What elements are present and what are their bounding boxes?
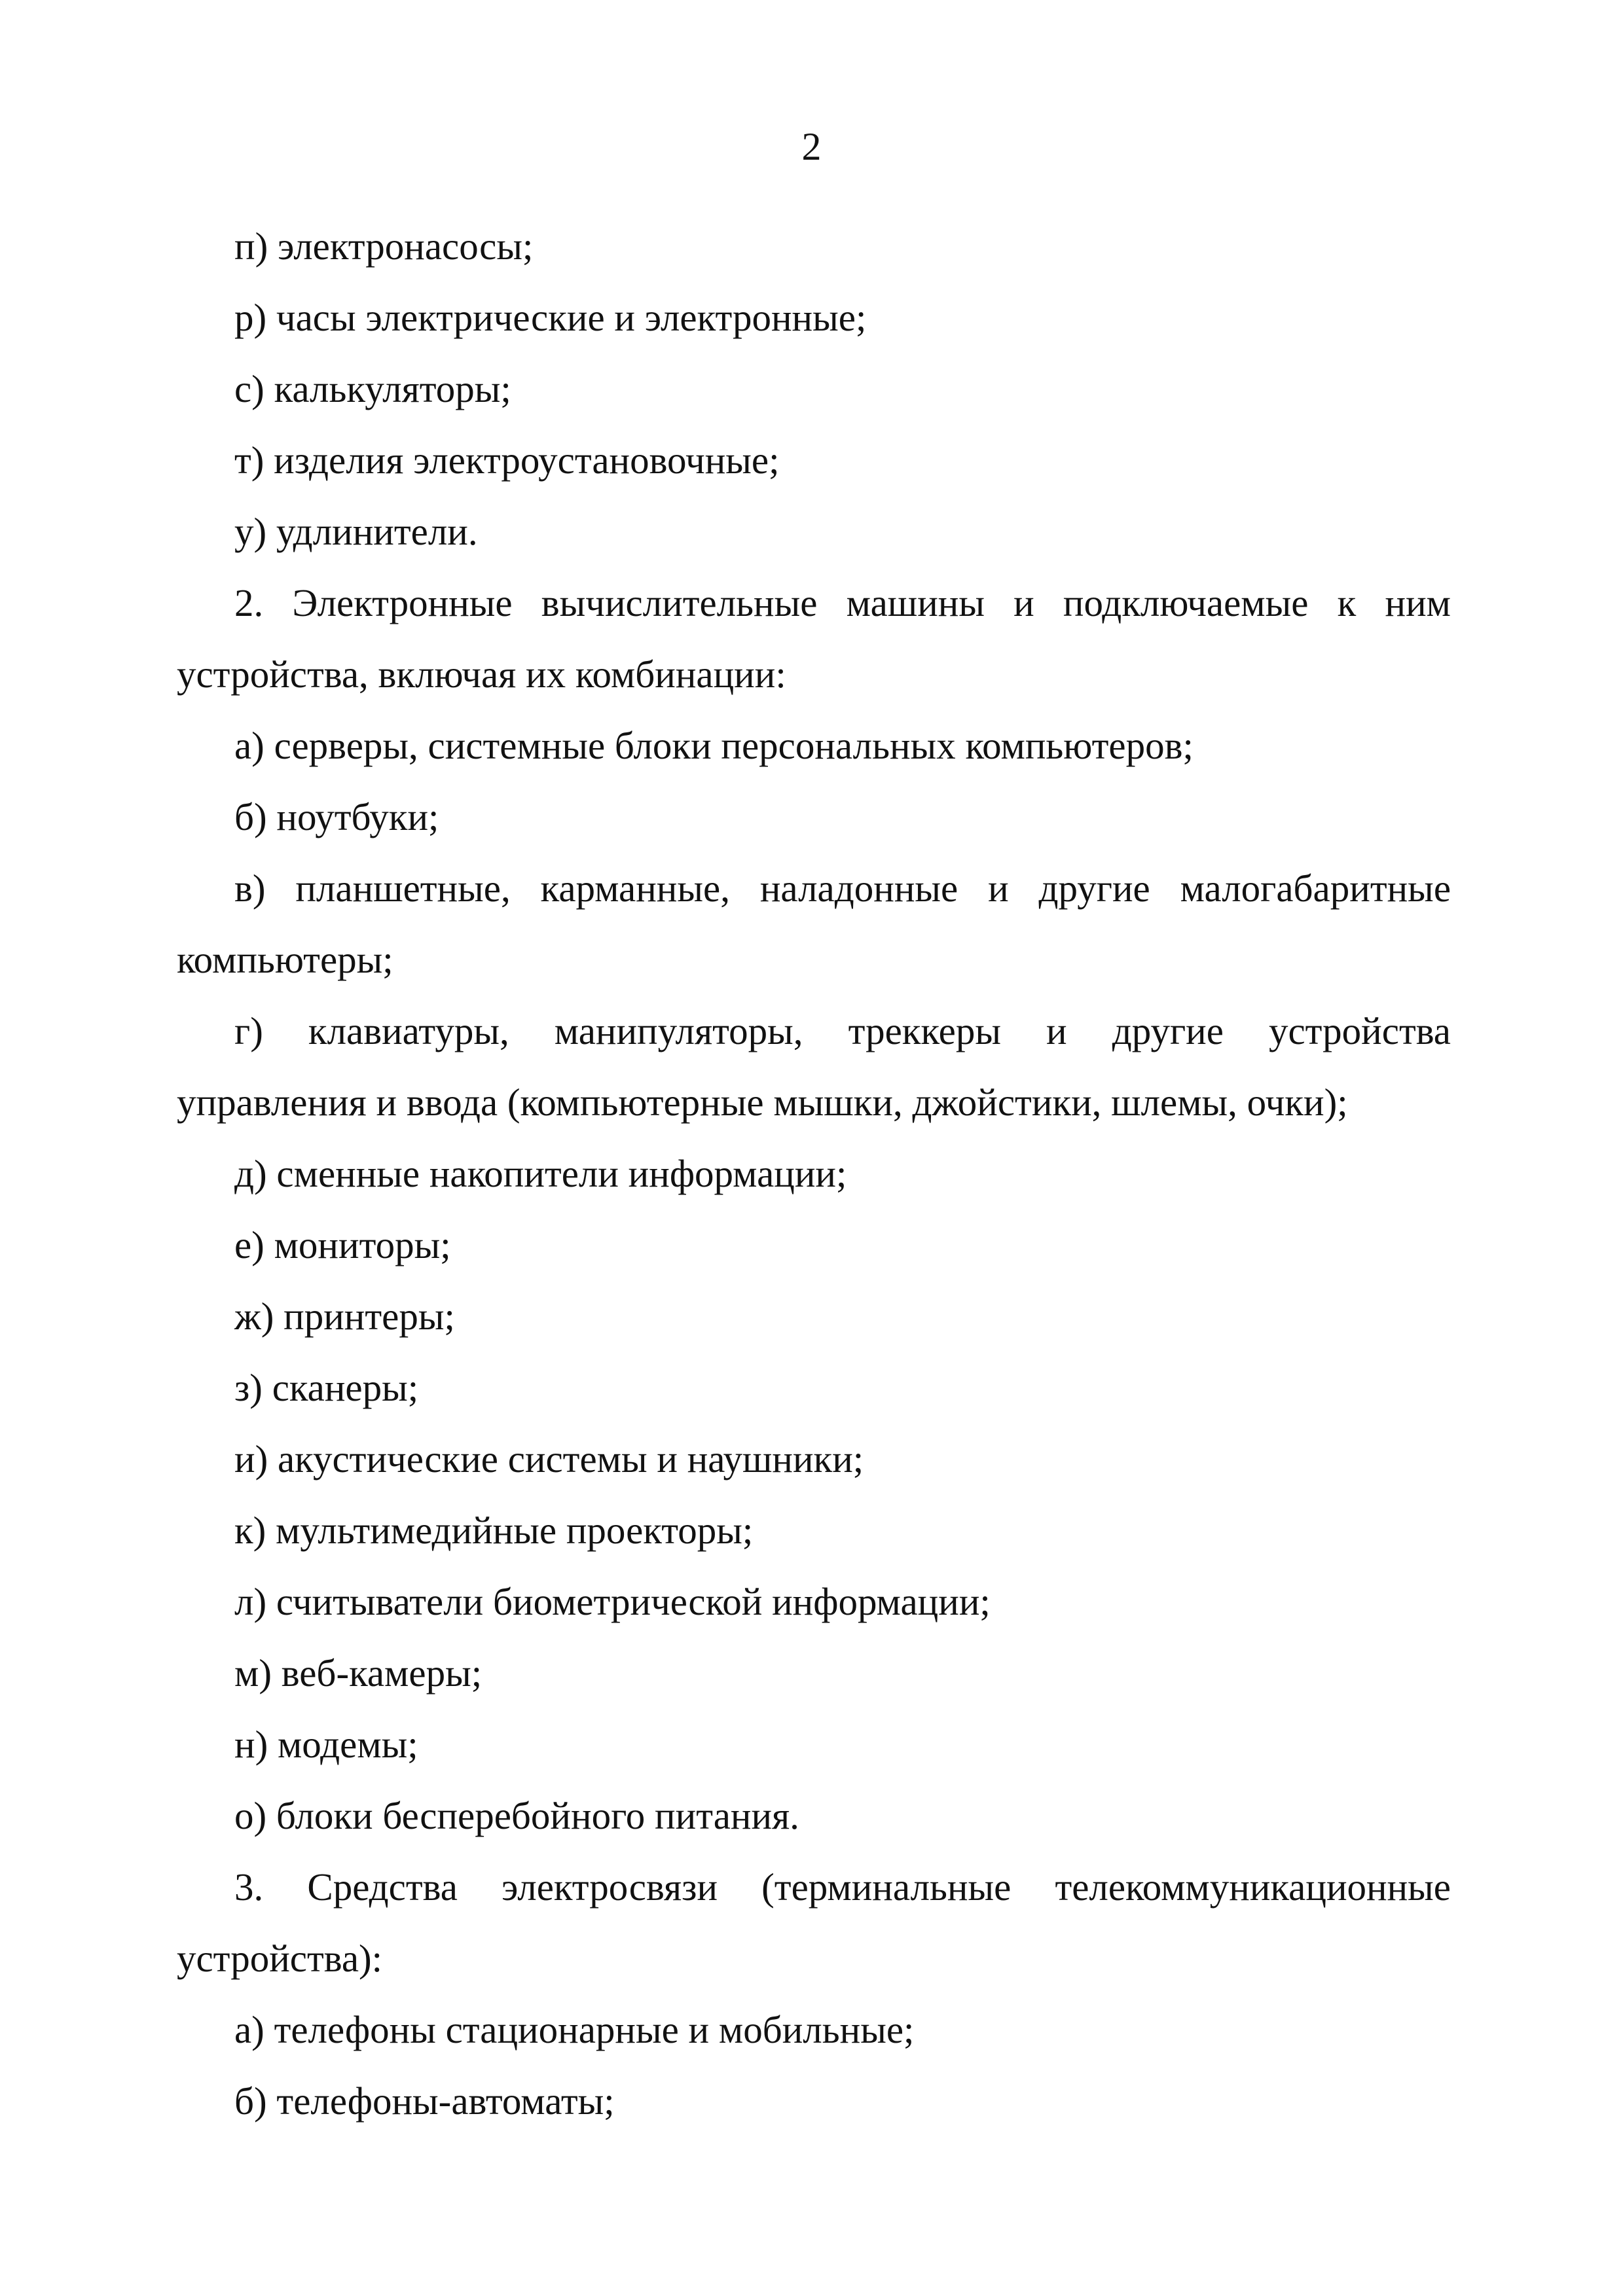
document-body (177, 211, 1451, 2137)
list-item: ж) принтеры; (234, 1295, 455, 1338)
section-2-heading: 2. Электронные вычислительные машины и подключаемые к ним (234, 581, 1451, 624)
list-item: о) блоки бесперебойного питания. (234, 1794, 799, 1837)
list-item: и) акустические системы и наушники; (234, 1437, 864, 1480)
list-item-continued: компьютеры; (177, 938, 393, 981)
list-item: н) модемы; (234, 1723, 418, 1766)
list-item: у) удлинители. (234, 510, 478, 553)
list-item: т) изделия электроустановочные; (234, 439, 780, 482)
list-item: л) считыватели биометрической информации; (234, 1580, 991, 1623)
list-item: г) клавиатуры, манипуляторы, треккеры и другие устройства (234, 1009, 1451, 1052)
section-3-heading: 3. Средства электросвязи (терминальные телекоммуникационные (234, 1865, 1451, 1909)
list-item: в) планшетные, карманные, наладонные и другие малогабаритные (234, 867, 1451, 910)
list-item: е) мониторы; (234, 1223, 451, 1266)
list-item: р) часы электрические и электронные; (234, 296, 867, 339)
list-item: б) ноутбуки; (234, 795, 439, 838)
list-item: а) телефоны стационарные и мобильные; (234, 2008, 915, 2051)
list-item: б) телефоны-автоматы; (234, 2079, 615, 2123)
list-item-continued: управления и ввода (компьютерные мышки, джойстики, шлемы, очки); (177, 1081, 1348, 1124)
page-number: 2 (801, 125, 822, 168)
list-item: с) калькуляторы; (234, 367, 511, 410)
list-item: п) электронасосы; (234, 224, 534, 268)
list-item: м) веб-камеры; (234, 1651, 483, 1695)
list-item: к) мультимедийные проекторы; (234, 1509, 754, 1552)
section-2-heading-continued: устройства, включая их комбинации: (177, 653, 786, 696)
list-item: з) сканеры; (234, 1366, 419, 1409)
section-3-heading-continued: устройства): (177, 1937, 383, 1980)
list-item: а) серверы, системные блоки персональных компьютеров; (234, 724, 1194, 767)
list-item: д) сменные накопители информации; (234, 1152, 847, 1195)
